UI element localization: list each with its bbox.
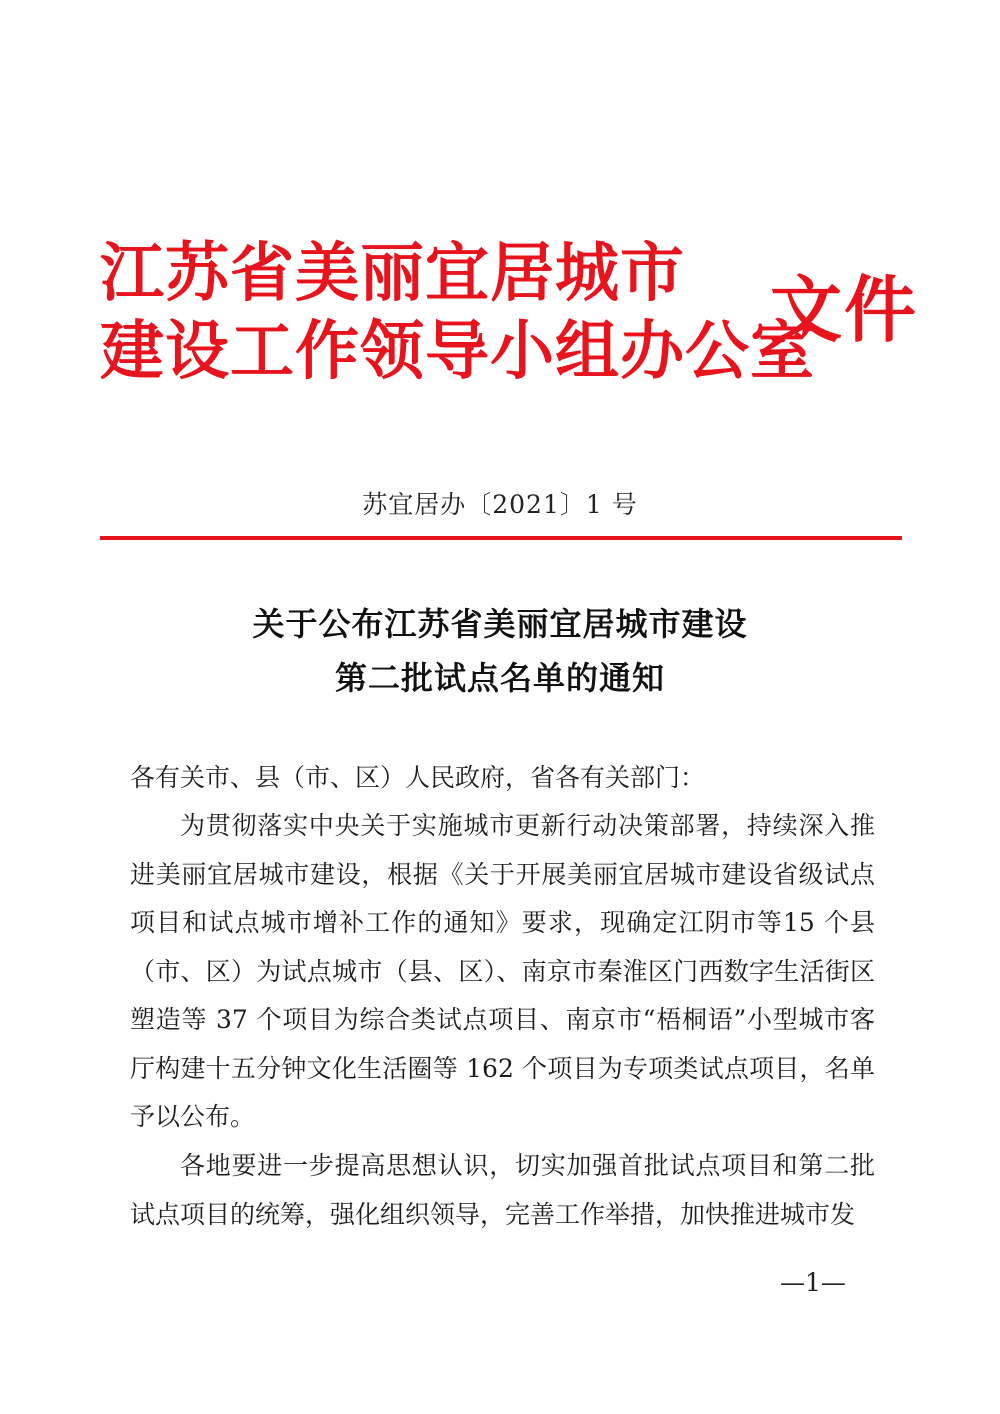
issuing-org-line-2: 建设工作领导小组办公室 bbox=[100, 314, 815, 389]
document-header bbox=[100, 232, 920, 392]
notice-title-line-2: 第二批试点名单的通知 bbox=[334, 659, 665, 697]
body-paragraph-1: 为贯彻落实中央关于实施城市更新行动决策部署，持续深入推进美丽宜居城市建设，根据《关于开展美丽宜居城市建设省级试点项目和试点城市增补工作的通知》要求，现确定江阴市等15 个县（市、区）为试点城市（县、区）、南京市秦淮区门西数字生活街区塑造等 37 个项目为综合类试点项目、南京市“梧桐语”小型城市客厅构建十五分钟文化生活圈等 162 个项目为专项类试点项目，名单予以公布。 bbox=[130, 811, 875, 1131]
notice-title-line-1: 关于公布江苏省美丽宜居城市建设 bbox=[252, 605, 748, 643]
document-number: 苏宜居办〔2021〕1 号 bbox=[362, 490, 638, 519]
page-number: —1— bbox=[780, 1268, 846, 1297]
document-type-label: 文件 bbox=[770, 267, 919, 352]
salutation: 各有关市、县（市、区）人民政府，省各有关部门： bbox=[130, 763, 706, 792]
issuing-org-line-1: 江苏省美丽宜居城市 bbox=[100, 236, 685, 311]
red-divider-line bbox=[100, 536, 902, 540]
body-paragraph-2: 各地要进一步提高思想认识，切实加强首批试点项目和第二批试点项目的统筹，强化组织领导，完善工作举措，加快推进城市发 bbox=[130, 1151, 875, 1229]
